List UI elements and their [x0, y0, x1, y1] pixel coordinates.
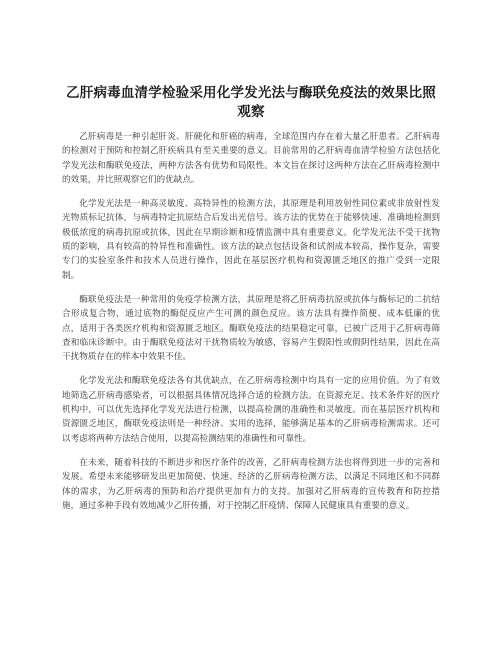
paragraph-5: 在未来，随着科技的不断进步和医疗条件的改善，乙肝病毒检测方法也将得到进一步的完善和发展。希望未来能够研发出更加简便、快速、经济的乙肝病毒检测方法，以满足不同地区和不同群体的需求，为乙肝病毒的预防和治疗提供更加有力的支持。加强对乙肝病毒的宣传教育和防控措施，通过多种手段有效地减少乙肝传播，对于控制乙肝疫情、保障人民健康具有重要的意义。 — [62, 457, 440, 511]
paragraph-3: 酶联免疫法是一种常用的免疫学检测方法，其原理是将乙肝病毒抗原或抗体与酶标记的二抗结合形成复合物，通过底物的酶促反应产生可测的颜色反应。该方法具有操作简便、成本低廉的优点，适用于各类医疗机构和资源匮乏地区。酶联免疫法的结果稳定可靠，已被广泛用于乙肝病毒筛查和临床诊断中。由于酶联免疫法对干扰物质较为敏感，容易产生假阳性或假阴性结果，因此在高干扰物质存在的样本中效果不佳。 — [62, 294, 440, 363]
paragraph-2: 化学发光法是一种高灵敏度、高特异性的检测方法，其原理是利用放射性同位素或非放射性发光物质标记抗体，与病毒特定抗原结合后发出光信号。该方法的优势在于能够快速、准确地检测到极低浓度的病毒抗原或抗体，因此在早期诊断和疫情监测中具有重要意义。化学发光法不受干扰物质的影响，具有较高的特异性和准确性。该方法的缺点包括设备和试剂成本较高，操作复杂，需要专门的实验室条件和技术人员进行操作，因此在基层医疗机构和资源匮乏地区的推广受到一定限制。 — [62, 199, 440, 281]
document-title: 乙肝病毒血清学检验采用化学发光法与酶联免疫法的效果比照观察 — [66, 85, 436, 120]
paragraph-1: 乙肝病毒是一种引起肝炎、肝硬化和肝癌的病毒，全球范围内存在着大量乙肝患者。乙肝病毒的检测对于预防和控制乙肝疾病具有至关重要的意义。目前常用的乙肝病毒血清学检验方法包括化学发光法和酶联免疫法，两种方法各有优势和局限性。本文旨在探讨这两种方法在乙肝病毒检测中的效果，并比照观察它们的优缺点。 — [62, 132, 440, 185]
paragraph-4: 化学发光法和酶联免疫法各有其优缺点，在乙肝病毒检测中均具有一定的应用价值。为了有效地筛选乙肝病毒感染者，可以根据具体情况选择合适的检测方法。在资源充足、技术条件好的医疗机构中，可以优先选择化学发光法进行检测，以提高检测的准确性和灵敏度。而在基层医疗机构和资源匮乏地区，酶联免疫法则是一种经济、实用的选择，能够满足基本的乙肝病毒检测需求。还可以考虑将两种方法结合使用，以提高检测结果的准确性和可靠性。 — [62, 376, 440, 444]
